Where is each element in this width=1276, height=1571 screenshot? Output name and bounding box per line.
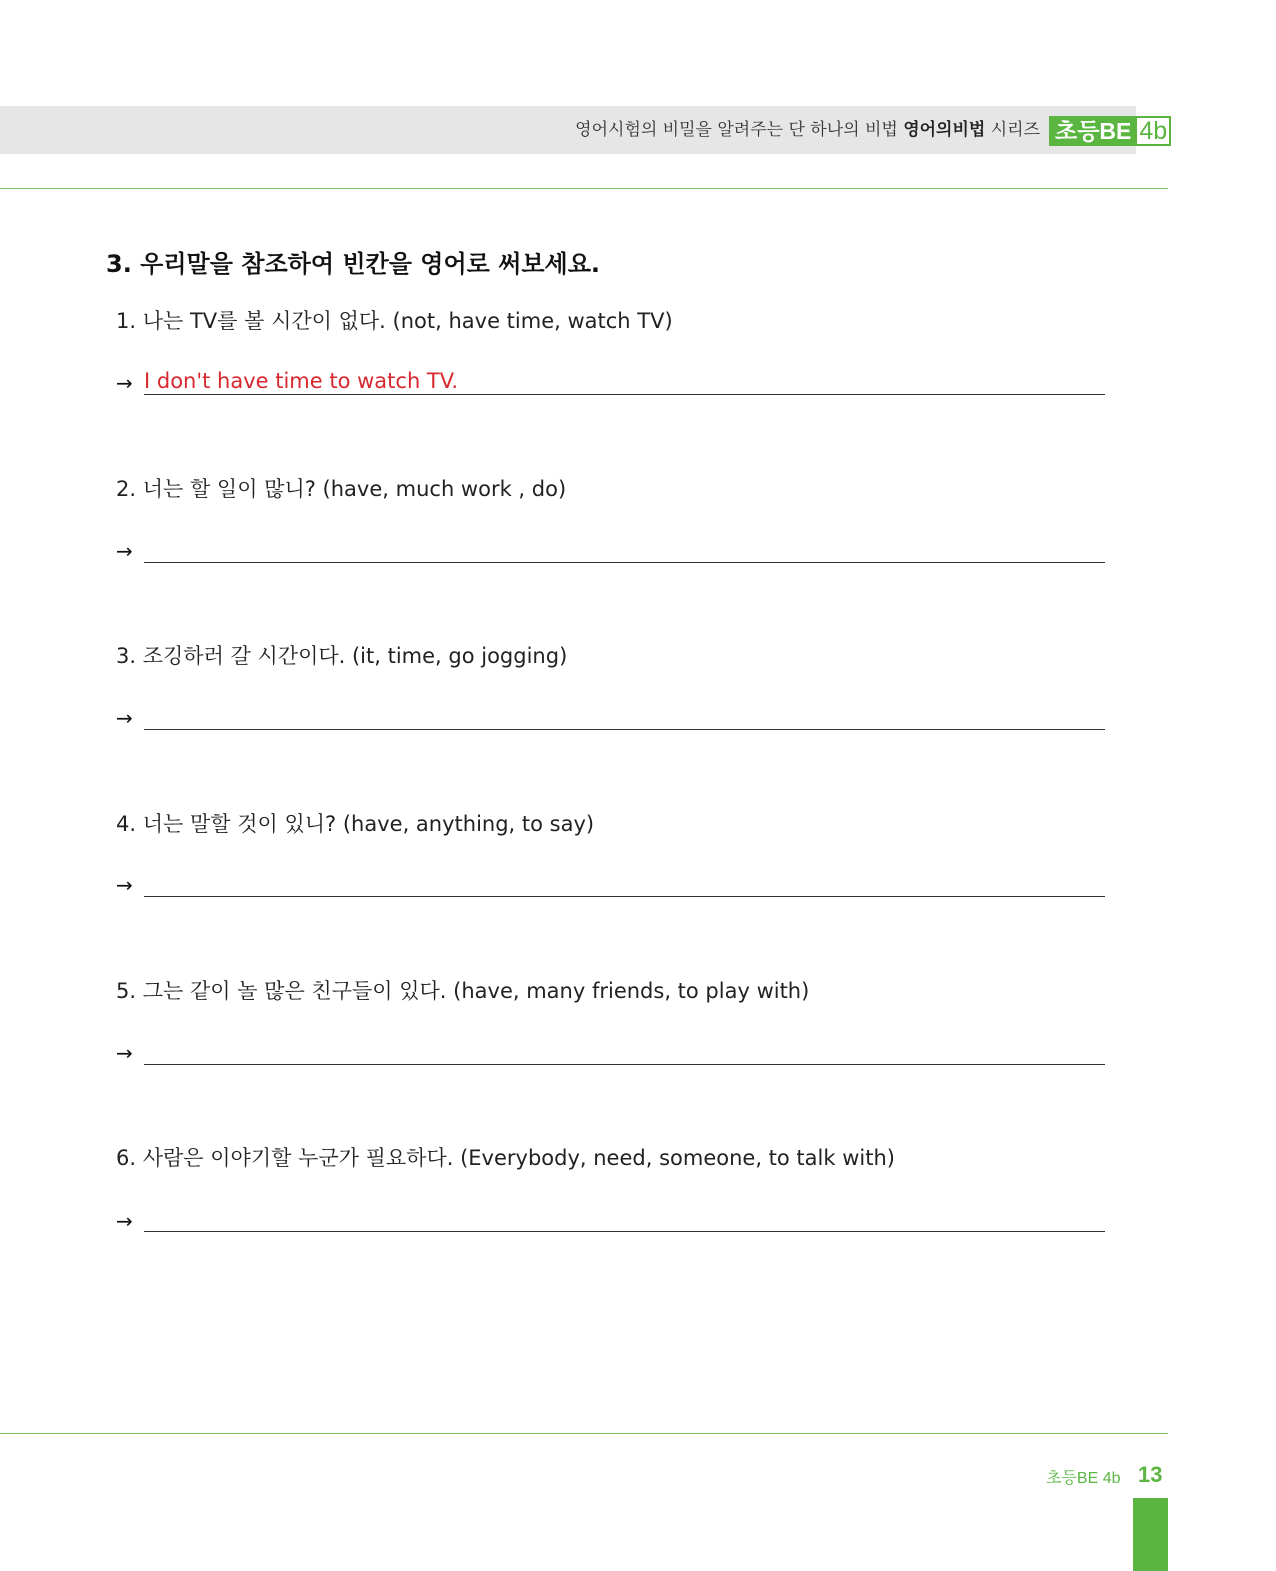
series-title-prefix: 영어시험의 비밀을 알려주는 단 하나의 비법 — [575, 120, 904, 140]
question-3-prompt: 3. 조깅하러 갈 시간이다. (it, time, go jogging) — [116, 644, 568, 668]
badge-level-label: 4b — [1137, 116, 1171, 146]
page-tab — [1133, 1498, 1168, 1571]
page-number: 13 — [1138, 1462, 1163, 1487]
bottom-divider — [0, 1433, 1168, 1434]
section-title: 3. 우리말을 참조하여 빈칸을 영어로 써보세요. — [106, 250, 601, 278]
arrow-icon: → — [116, 1209, 133, 1233]
question-1-prompt: 1. 나는 TV를 볼 시간이 없다. (not, have time, watch TV) — [116, 309, 673, 333]
question-5-prompt: 5. 그는 같이 놀 많은 친구들이 있다. (have, many friends, to play with) — [116, 979, 810, 1003]
arrow-icon: → — [116, 371, 133, 395]
question-3-answer-line[interactable] — [144, 729, 1105, 730]
question-4-answer-line[interactable] — [144, 896, 1105, 897]
arrow-icon: → — [116, 1041, 133, 1065]
footer-label: 초등BE 4b — [1046, 1470, 1121, 1487]
series-title-bold: 영어의비법 — [903, 120, 986, 140]
question-2-answer-line[interactable] — [144, 562, 1105, 563]
arrow-icon: → — [116, 873, 133, 897]
question-2-prompt: 2. 너는 할 일이 많니? (have, much work , do) — [116, 477, 567, 501]
question-6-answer-line[interactable] — [144, 1231, 1105, 1232]
level-badge — [1049, 116, 1171, 146]
question-6-prompt: 6. 사람은 이야기할 누군가 필요하다. (Everybody, need, someone, to talk with) — [116, 1146, 895, 1170]
top-divider — [0, 188, 1168, 189]
question-1-answer-line[interactable] — [144, 394, 1105, 395]
badge-main-label: 초등BE — [1049, 116, 1137, 146]
question-4-prompt: 4. 너는 말할 것이 있니? (have, anything, to say) — [116, 812, 595, 836]
question-5-answer-line[interactable] — [144, 1064, 1105, 1065]
series-title — [575, 106, 1040, 154]
arrow-icon: → — [116, 706, 133, 730]
question-1-answer: I don't have time to watch TV. — [144, 369, 459, 393]
series-title-suffix: 시리즈 — [985, 120, 1040, 140]
arrow-icon: → — [116, 539, 133, 563]
